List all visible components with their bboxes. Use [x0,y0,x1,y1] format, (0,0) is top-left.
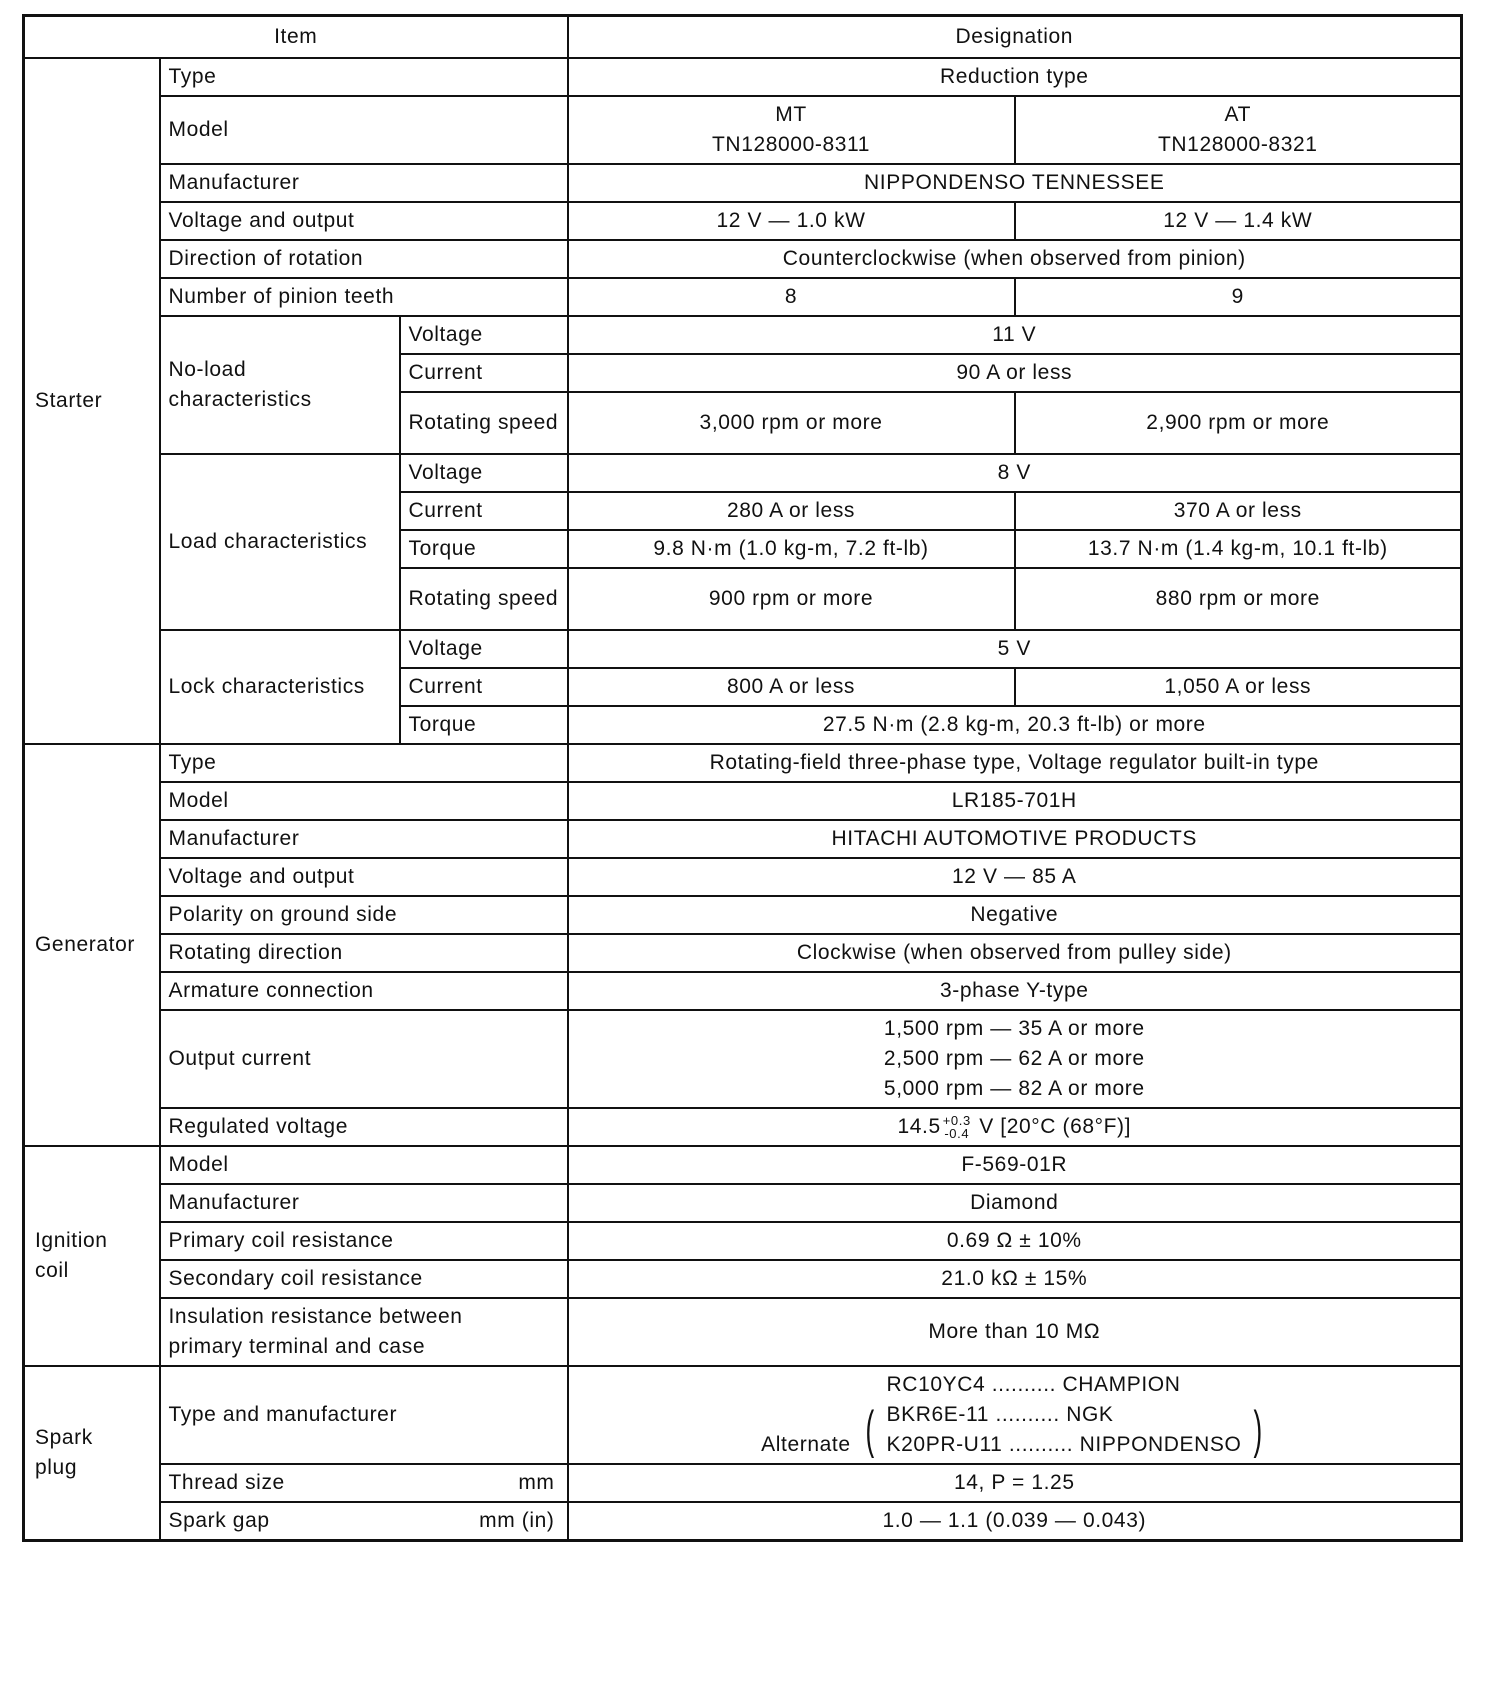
thread-size-label [160,1464,568,1502]
row-label: Voltage and output [160,202,568,240]
row-value: 3-phase Y-type [568,972,1462,1010]
row-label: Manufacturer [160,820,568,858]
insulation-label-line: primary terminal and case [168,1335,426,1358]
table-row [24,1502,1462,1541]
row-label: Secondary coil resistance [160,1260,568,1298]
output-current-line: 5,000 rpm — 82 A or more [883,1077,1145,1100]
table-header-row [24,16,1462,59]
row-value: 0.69 Ω ± 10% [568,1222,1462,1260]
unit-label: mm [518,1471,555,1494]
mt-model-cell [568,96,1015,164]
table-row [24,202,1462,240]
sub-label: Rotating speed [400,392,568,454]
section-spark-line: plug [35,1456,78,1479]
regulated-base: 14.5 [897,1115,941,1138]
sub-label: Torque [400,530,568,568]
row-label: Manufacturer [160,1184,568,1222]
sub-label: Current [400,668,568,706]
table-row [24,454,1462,492]
row-label: Polarity on ground side [160,896,568,934]
specification-table [22,14,1463,1542]
table-row [24,858,1462,896]
row-label: Manufacturer [160,164,568,202]
at-value: 1,050 A or less [1015,668,1462,706]
output-current-values [568,1010,1462,1108]
row-label: Type and manufacturer [160,1366,568,1464]
section-starter: Starter [24,58,160,744]
table-row [24,1260,1462,1298]
row-value: Negative [568,896,1462,934]
table-row [24,820,1462,858]
section-ignition-line: Ignition [35,1229,108,1252]
row-value: 21.0 kΩ ± 15% [568,1260,1462,1298]
row-label: Number of pinion teeth [160,278,568,316]
spark-plug-list [577,1370,1453,1460]
sub-label: Voltage [400,454,568,492]
table-row [24,1366,1462,1464]
row-value: 5 V [568,630,1462,668]
group-label-no-load: No-load characteristics [160,316,400,454]
table-row [24,1298,1462,1366]
table-row [24,896,1462,934]
row-label: Thread size [168,1471,285,1494]
plug-option: K20PR-U11 .......... NIPPONDENSO [886,1433,1242,1456]
row-label: Type [160,58,568,96]
table-row [24,1464,1462,1502]
row-value: 14, P = 1.25 [568,1464,1462,1502]
at-model-value: TN128000-8321 [1157,133,1318,156]
section-ignition-coil [24,1146,160,1366]
sub-label: Rotating speed [400,568,568,630]
row-value: 27.5 N·m (2.8 kg-m, 20.3 ft-lb) or more [568,706,1462,744]
row-value: LR185-701H [568,782,1462,820]
row-value: Counterclockwise (when observed from pinion) [568,240,1462,278]
sub-label: Voltage [400,630,568,668]
label-with-unit [169,1506,559,1536]
header-designation: Designation [568,16,1462,59]
row-value: Clockwise (when observed from pulley side) [568,934,1462,972]
output-current-line: 2,500 rpm — 62 A or more [883,1047,1145,1070]
section-ignition-line: coil [35,1259,69,1282]
label-with-unit [169,1468,559,1498]
table-row [24,782,1462,820]
row-label: Output current [160,1010,568,1108]
tolerance-minus: -0.4 [944,1126,970,1142]
at-value: 2,900 rpm or more [1015,392,1462,454]
sub-label: Torque [400,706,568,744]
sub-label: Current [400,492,568,530]
table-row [24,972,1462,1010]
mt-value: 9.8 N·m (1.0 kg-m, 7.2 ft-lb) [568,530,1015,568]
row-value: 8 V [568,454,1462,492]
regulated-voltage-value [568,1108,1462,1146]
table-row [24,96,1462,164]
table-row [24,164,1462,202]
at-value: 880 rpm or more [1015,568,1462,630]
table-row [24,58,1462,96]
mt-value: 3,000 rpm or more [568,392,1015,454]
table-row [24,744,1462,782]
row-label: Model [160,96,568,164]
table-row [24,1146,1462,1184]
row-label: Primary coil resistance [160,1222,568,1260]
row-label: Model [160,1146,568,1184]
mt-value: 12 V — 1.0 kW [568,202,1015,240]
regulated-suffix: V [20°C (68°F)] [979,1115,1132,1138]
table-row [24,316,1462,354]
sub-label: Voltage [400,316,568,354]
unit-label: mm (in) [479,1509,555,1532]
table-row [24,630,1462,668]
spec-table-container [22,14,1460,1542]
section-generator: Generator [24,744,160,1146]
mt-model-value: TN128000-8311 [712,133,871,156]
table-row [24,1010,1462,1108]
left-paren: ( [865,1401,875,1459]
table-row [24,1184,1462,1222]
at-value: 370 A or less [1015,492,1462,530]
mt-value: 8 [568,278,1015,316]
row-label: Armature connection [160,972,568,1010]
row-label: Regulated voltage [160,1108,568,1146]
mt-label: MT [775,103,807,126]
alternate-label: Alternate [761,1433,851,1456]
row-label: Voltage and output [160,858,568,896]
mt-value: 280 A or less [568,492,1015,530]
table-row [24,1108,1462,1146]
mt-value: 900 rpm or more [568,568,1015,630]
row-label: Direction of rotation [160,240,568,278]
mt-value: 800 A or less [568,668,1015,706]
row-label: Rotating direction [160,934,568,972]
row-value: HITACHI AUTOMOTIVE PRODUCTS [568,820,1462,858]
plug-options [887,1370,1242,1460]
tolerance-plus: +0.3 [942,1113,971,1129]
row-value: 12 V — 85 A [568,858,1462,896]
right-paren: ) [1253,1401,1263,1459]
group-label-load: Load characteristics [160,454,400,630]
row-value: Reduction type [568,58,1462,96]
plug-option: BKR6E-11 .......... NGK [886,1403,1114,1426]
row-value: NIPPONDENSO TENNESSEE [568,164,1462,202]
insulation-label [160,1298,568,1366]
row-value: 11 V [568,316,1462,354]
header-item: Item [24,16,568,59]
output-current-line: 1,500 rpm — 35 A or more [883,1017,1145,1040]
row-label: Type [160,744,568,782]
table-row [24,1222,1462,1260]
row-value: F-569-01R [568,1146,1462,1184]
at-model-cell [1015,96,1462,164]
table-row [24,278,1462,316]
spark-plug-types [568,1366,1462,1464]
section-spark-plug [24,1366,160,1541]
sub-label: Current [400,354,568,392]
row-value: 1.0 — 1.1 (0.039 — 0.043) [568,1502,1462,1541]
row-value: More than 10 MΩ [568,1298,1462,1366]
table-row [24,240,1462,278]
row-value: 90 A or less [568,354,1462,392]
at-label: AT [1224,103,1252,126]
row-label: Spark gap [168,1509,270,1532]
row-value: Rotating-field three-phase type, Voltage regulator built-in type [568,744,1462,782]
at-value: 9 [1015,278,1462,316]
at-value: 13.7 N·m (1.4 kg-m, 10.1 ft-lb) [1015,530,1462,568]
tolerance [943,1114,971,1140]
row-value: Diamond [568,1184,1462,1222]
table-row [24,934,1462,972]
group-label-lock: Lock characteristics [160,630,400,744]
plug-option: RC10YC4 .......... CHAMPION [886,1373,1181,1396]
row-label: Model [160,782,568,820]
spark-gap-label [160,1502,568,1541]
section-spark-line: Spark [35,1426,93,1449]
at-value: 12 V — 1.4 kW [1015,202,1462,240]
insulation-label-line: Insulation resistance between [168,1305,463,1328]
